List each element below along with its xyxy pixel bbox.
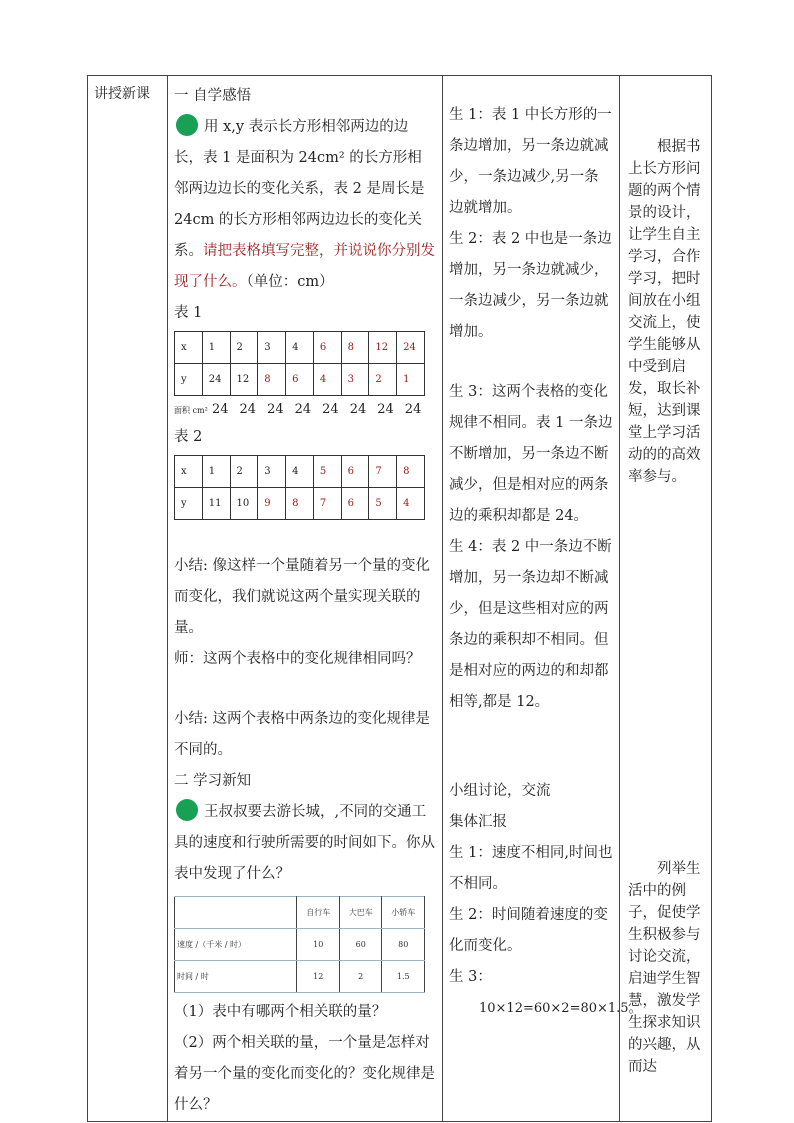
student-answer-3: 生 3：这两个表格的变化规律不相同。表 1 一条边不断增加，另一条边不断减少，但是相对应的两条边的乘积却都是 24。 [449,384,613,524]
table-cell: 6 [341,456,369,488]
table-cell: 3 [341,364,369,396]
vehicle-cell: 2 [339,961,382,993]
table-cell: 8 [341,332,369,364]
design-note-1: 根据书上长方形问题的两个情景的设计，让学生自主学习，合作学习，把时间放在小组交流上，使学生能够从中受到启发，取长补短，达到课堂上学习活动的的高效率参与。 [628,139,701,485]
section-label-cell [88,76,168,1122]
student-cell [443,76,642,1122]
vehicle-cell: 80 [382,929,425,961]
question1: （1）表中有哪两个相关联的量？ [174,1004,387,1020]
area-row [174,398,436,422]
vehicle-cell: 10 [297,929,340,961]
problem1-instruction: 请把表格填写完整，并说说你分别发现了什么。 [174,243,435,290]
section2-heading: 二 学习新知 [174,773,252,789]
content-cell [168,76,443,1122]
vehicle-row [175,961,425,993]
table-cell: 6 [286,364,314,396]
group-discussion: 小组讨论，交流 [449,783,551,799]
vehicle-cell: 12 [297,961,340,993]
student-answer-2: 生 2：表 2 中也是一条边增加，另一条边就减少，一条边减少，另一条边就增加。 [449,231,612,340]
area-value: 24 [404,402,422,417]
table-cell: 24 [202,364,230,396]
vehicle-header-cell: 大巴车 [339,897,382,929]
note-cell [620,76,712,1122]
table-cell: 2 [369,364,397,396]
area-value: 24 [322,402,339,417]
vehicle-row [175,929,425,961]
table-cell: 4 [286,332,314,364]
table-cell: 24 [397,332,425,364]
area-value: 24 [267,402,284,417]
table-cell: 5 [313,456,341,488]
area-value: 24 [239,402,257,417]
table-row [175,332,425,364]
green-circle-icon [176,799,198,821]
table-cell: 5 [369,488,397,520]
section-label: 讲授新课 [94,86,150,102]
table-cell: 6 [341,488,369,520]
summary2: 小结: 这两个表格中两条边的变化规律是不同的。 [174,711,430,758]
table-cell: 12 [230,364,258,396]
table-cell: 6 [313,332,341,364]
table-cell: 8 [258,364,286,396]
problem2: 王叔叔要去游长城，,不同的交通工具的速度和行驶所需要的时间如下。你从表中发现了什么？ [174,797,436,890]
vehicle-header-cell [175,897,297,929]
lesson-plan-table [87,75,712,1122]
row-label: y [175,364,203,396]
vehicle-cell: 1.5 [382,961,425,993]
table-cell: 4 [397,488,425,520]
table-row [175,364,425,396]
table-cell: 7 [313,488,341,520]
vehicle-formula: 10×12=60×2=80×1.5。 [479,1001,642,1016]
table-cell: 1 [202,456,230,488]
table1-caption: 表 1 [174,305,203,321]
vehicle-header-cell: 自行车 [297,897,340,929]
design-note-2: 列举生活中的例子，促使学生积极参与讨论交流，启迪学生智慧，激发学生探求知识的兴趣，从而达 [628,861,701,1075]
area-value: 24 [211,402,229,417]
table1 [174,331,425,396]
student-answer-4: 生 4：表 2 中一条边不断增加，另一条边却不断减少，但是这些相对应的两条边的乘积却不相同。但是相对应的两边的和却都相等,都是 12。 [449,539,612,710]
table-cell: 1 [202,332,230,364]
table2 [174,455,425,520]
row-label: x [175,456,203,488]
table-cell: 2 [230,332,258,364]
teacher-question: 师：这两个表格中的变化规律相同吗？ [174,651,421,667]
vehicle-cell: 60 [339,929,382,961]
area-value: 24 [294,402,312,417]
vehicle-answer-1: 生 1：速度不相同,时间也不相同。 [449,845,613,892]
green-circle-icon [176,114,198,136]
area-label: 面积 cm² [174,406,208,415]
vehicle-cell: 速度 /（千米 / 时） [175,929,297,961]
vehicle-answer-2: 生 2：时间随着速度的变化而变化。 [449,907,608,954]
table-cell: 3 [258,332,286,364]
table-cell: 2 [230,456,258,488]
section1-heading: 一 自学感悟 [174,88,252,104]
table-cell: 1 [397,364,425,396]
table-cell: 8 [286,488,314,520]
table2-caption: 表 2 [174,429,203,445]
table-cell: 3 [258,456,286,488]
question2: （2）两个相关联的量，一个量是怎样对着另一个量的变化而变化的？变化规律是什么？ [174,1035,435,1113]
table-cell: 9 [258,488,286,520]
table-cell: 10 [230,488,258,520]
summary1: 小结: 像这样一个量随着另一个量的变化而变化，我们就说这两个量实现关联的量。 [174,558,430,636]
table-row [175,456,425,488]
area-value: 24 [377,402,394,417]
group-report: 集体汇报 [449,814,507,830]
vehicle-header-cell: 小轿车 [382,897,425,929]
row-label: x [175,332,203,364]
vehicle-table [174,896,425,993]
table-cell: 11 [202,488,230,520]
student-answer-1: 生 1：表 1 中长方形的一条边增加，另一条边就减少，一条边减少,另一条边就增加。 [449,107,612,216]
vehicle-header-row [175,897,425,929]
vehicle-cell: 时间 / 时 [175,961,297,993]
table-cell: 7 [369,456,397,488]
problem1: 用 x,y 表示长方形相邻两边的边长，表 1 是面积为 24cm² 的长方形相邻两边边长的变化关系，表 2 是周长是 24cm 的长方形相邻两边边长的变化关系。请把表格填写完整，并说说你分别发现了什么。（单位：cm） [174,112,436,298]
vehicle-answer-3: 生 3： [449,969,492,985]
table-cell: 8 [397,456,425,488]
row-label: y [175,488,203,520]
area-value: 24 [349,402,367,417]
table-cell: 12 [369,332,397,364]
table-cell: 4 [286,456,314,488]
table-row [175,488,425,520]
table-cell: 4 [313,364,341,396]
